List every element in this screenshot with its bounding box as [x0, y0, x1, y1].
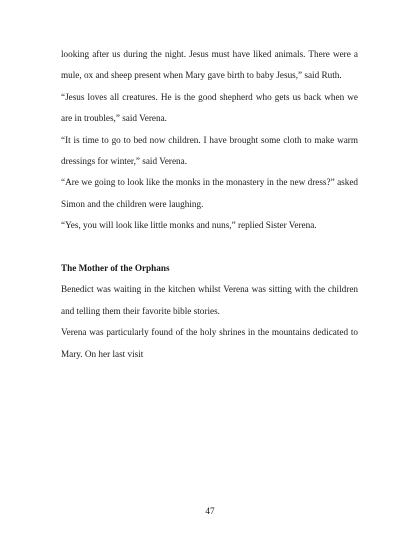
- paragraph: Verena was particularly found of the holy shrines in the mountains dedicated to Mary. On her last visit: [61, 327, 358, 359]
- paragraph: “Jesus loves all creatures. He is the good shepherd who gets us back when we are in troubles,” said Verena.: [61, 91, 358, 124]
- paragraph: Benedict was waiting in the kitchen whilst Verena was sitting with the children and telling them their favorite bible stories.: [61, 284, 358, 316]
- paragraph: “Are we going to look like the monks in the monastery in the new dress?” asked Simon and the children were laughing.: [61, 177, 358, 209]
- section-heading: The Mother of the Orphans: [61, 263, 170, 274]
- paragraph: “It is time to go to bed now children. I have brought some cloth to make warm dressings for winter,” said Verena.: [61, 134, 358, 167]
- paragraph: “Yes, you will look like little monks and nuns,” replied Sister Verena.: [61, 220, 317, 231]
- page-body: [61, 44, 358, 365]
- section-spacer: [61, 237, 358, 258]
- page-number: 47: [205, 506, 215, 516]
- paragraph: looking after us during the night. Jesus must have liked animals. There were a mule, ox and sheep present when Mary gave birth to baby Jesus,” said Ruth.: [61, 49, 358, 81]
